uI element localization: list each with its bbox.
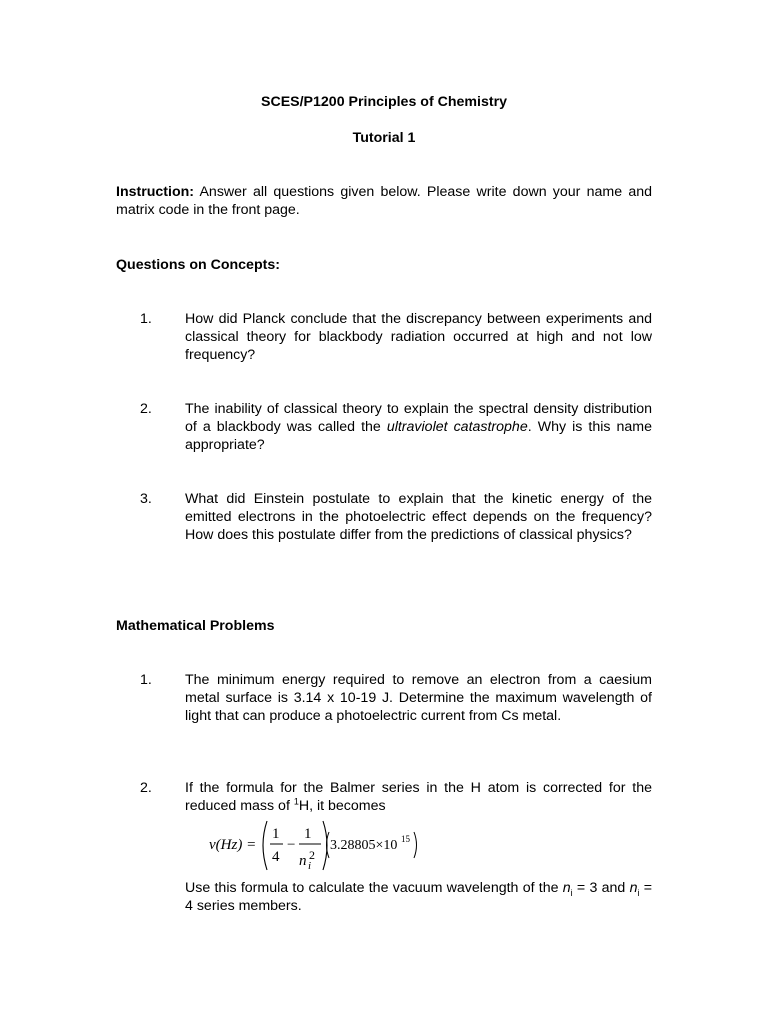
tutorial-title: Tutorial 1 — [352, 130, 416, 146]
balmer-formula — [209, 818, 439, 876]
concepts-heading: Questions on Concepts: — [116, 257, 280, 273]
problem-text-part: If the formula for the Balmer series in the H atom is corrected for the reduced mass of — [185, 780, 652, 815]
math-heading: Mathematical Problems — [116, 618, 275, 634]
problem-text-part: Use this formula to calculate the vacuum wavelength of the — [185, 880, 563, 896]
fraction2-superscript: 2 — [309, 848, 315, 862]
variable-n: n — [562, 880, 571, 896]
question-text — [185, 400, 652, 455]
question-number: 2. — [140, 401, 152, 417]
question-text: How did Planck conclude that the discrepancy between experiments and classical theory for blackbody radiation occurred at high and not low frequency? — [185, 311, 652, 364]
question-text-part: . Why is this name appropriate? — [185, 419, 652, 454]
instruction-paragraph — [116, 183, 652, 219]
variable-n: n — [629, 880, 638, 896]
variable-subscript: i — [570, 887, 573, 898]
ultraviolet-catastrophe-term: ultraviolet catastrophe — [386, 419, 528, 436]
fraction1-numerator: 1 — [272, 826, 280, 842]
question-text-part: The inability of classical theory to explain the spectral density distribution of a blackbody was called the — [185, 401, 652, 436]
fraction2-subscript: i — [308, 860, 312, 872]
formula-lhs: v(Hz) = — [209, 837, 257, 853]
question-number: 3. — [140, 491, 152, 507]
problem-instruction — [185, 879, 652, 915]
problem-text-part: = 3 and — [572, 880, 630, 896]
problem-number: 1. — [140, 672, 152, 688]
problem-text: The minimum energy required to remove an electron from a caesium metal surface is 3.14 x 10-19 J. Determine the maximum wavelength of light that can produce a photoelectric current from Cs metal. — [185, 672, 652, 725]
instruction-text: Answer all questions given below. Please write down your name and matrix code in the front page. — [116, 184, 652, 219]
constant-exponent: 15 — [401, 834, 410, 844]
question-number: 1. — [140, 311, 152, 327]
rydberg-constant: 3.28805×10 — [330, 838, 398, 853]
course-title: SCES/P1200 Principles of Chemistry — [260, 94, 508, 110]
fraction2-numerator: 1 — [304, 826, 312, 842]
left-paren — [263, 821, 267, 870]
fraction1-denominator: 4 — [272, 849, 280, 865]
problem-text-part: = 4 series members. — [185, 880, 652, 915]
problem-text-part: H, it becomes — [298, 798, 386, 815]
problem-number: 2. — [140, 780, 152, 796]
problem-text — [185, 779, 652, 815]
instruction-label: Instruction: — [116, 184, 195, 200]
variable-subscript: i — [637, 887, 640, 898]
minus-sign: − — [287, 837, 296, 853]
fraction2-base: n — [299, 853, 307, 869]
isotope-superscript: 1 — [293, 796, 299, 807]
right-paren-small — [414, 832, 417, 858]
question-text: What did Einstein postulate to explain that the kinetic energy of the emitted electrons in the photoelectric effect depends on the frequency? How does this postulate differ from the predictions of classical physics? — [185, 491, 652, 544]
formula-graphic — [209, 818, 439, 876]
